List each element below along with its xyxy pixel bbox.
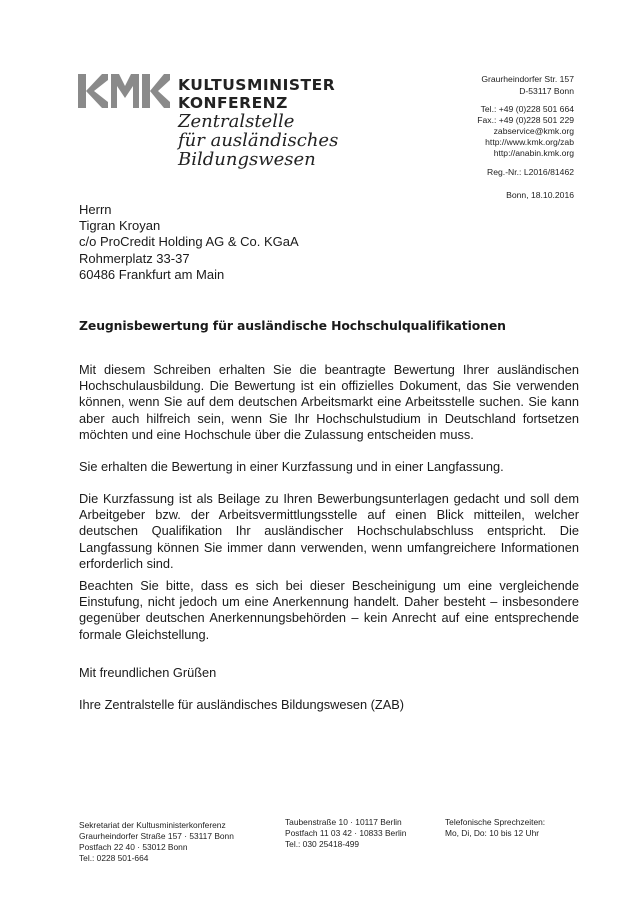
sender-tel: Tel.: +49 (0)228 501 664 bbox=[480, 104, 574, 114]
signature-line: Ihre Zentralstelle für ausländisches Bildungswesen (ZAB) bbox=[79, 697, 405, 712]
footer-line: Tel.: 030 25418-499 bbox=[285, 839, 360, 849]
footer-berlin-address bbox=[285, 817, 406, 850]
footer-bonn-address bbox=[79, 820, 234, 864]
org-name-line2: KONFERENZ bbox=[178, 94, 288, 112]
body-paragraph-2: Sie erhalten die Bewertung in einer Kurzfassung und in einer Langfassung. bbox=[79, 459, 504, 474]
footer-phone-hours bbox=[445, 817, 545, 839]
footer-line: Telefonische Sprechzeiten: bbox=[445, 817, 546, 827]
sender-street: Graurheindorfer Str. 157 bbox=[481, 74, 574, 84]
body-paragraph-3: Die Kurzfassung ist als Beilage zu Ihren Bewerbungsunterlagen gedacht und soll dem Arbeitgeber bzw. der Arbeitsvermittlungsstelle auf einen Blick mitteilen, welcher deutschen Qualifikation Ihr ausländischer Hochschulabschluss entspricht. Die Langfassung können Sie immer dann verwenden, wenn umfangreichere Informationen erforderlich sind. bbox=[79, 491, 579, 571]
footer-line: Taubenstraße 10 · 10117 Berlin bbox=[285, 817, 402, 827]
dept-name-line1: Zentralstelle bbox=[178, 111, 295, 132]
closing-greeting: Mit freundlichen Grüßen bbox=[79, 665, 217, 680]
footer-line: Postfach 11 03 42 · 10833 Berlin bbox=[285, 828, 407, 838]
recipient-city: 60486 Frankfurt am Main bbox=[79, 266, 225, 282]
body-paragraph-1: Mit diesem Schreiben erhalten Sie die beantragte Bewertung Ihrer ausländischen Hochschulausbildung. Die Bewertung ist ein offizielles Dokument, das Sie verwenden können, wenn Sie auf dem deutschen Arbeitsmarkt eine Arbeitsstelle suchen. Sie kann aber auch hilfreich sein, wenn Sie Ihr Hochschulstudium in Deutschland fortsetzen möchten und eine Hochschule über die Zulassung entscheiden muss. bbox=[79, 362, 579, 442]
sender-web-zab: http://www.kmk.org/zab bbox=[485, 137, 574, 147]
footer-line: Tel.: 0228 501-664 bbox=[79, 853, 149, 863]
sender-email: zabservice@kmk.org bbox=[493, 126, 574, 136]
recipient-company: c/o ProCredit Holding AG & Co. KGaA bbox=[79, 234, 299, 250]
dept-name-line3: Bildungswesen bbox=[178, 149, 316, 170]
recipient-name: Tigran Kroyan bbox=[79, 218, 161, 234]
recipient-street: Rohmerplatz 33-37 bbox=[79, 250, 190, 266]
footer-line: Graurheindorfer Straße 157 · 53117 Bonn bbox=[79, 831, 234, 841]
dept-name-line2: für ausländisches bbox=[178, 130, 339, 151]
body-paragraph-4: Beachten Sie bitte, dass es sich bei dieser Bescheinigung um eine vergleichende Einstufung, nicht jedoch um eine Anerkennung handelt. Daher besteht – insbesondere gegenüber deutschen Anerkennungsbehörden – kein Anrecht auf eine entsprechende formale Gleichstellung. bbox=[79, 578, 579, 642]
footer-line: Mo, Di, Do: 10 bis 12 Uhr bbox=[445, 828, 540, 838]
org-name-line1: KULTUSMINISTER bbox=[178, 76, 336, 94]
sender-web-anabin: http://anabin.kmk.org bbox=[493, 148, 574, 158]
kmk-logo-icon bbox=[78, 72, 170, 110]
sender-fax: Fax.: +49 (0)228 501 229 bbox=[477, 115, 574, 125]
recipient-salutation: Herrn bbox=[79, 202, 112, 217]
recipient-address bbox=[79, 202, 299, 283]
letter-subject: Zeugnisbewertung für ausländische Hochschulqualifikationen bbox=[79, 318, 506, 333]
sender-city: D-53117 Bonn bbox=[519, 86, 574, 96]
letter-date: Bonn, 18.10.2016 bbox=[506, 190, 574, 200]
footer-line: Postfach 22 40 · 53012 Bonn bbox=[79, 842, 188, 852]
registration-number: Reg.-Nr.: L2016/81462 bbox=[487, 167, 574, 177]
footer-line: Sekretariat der Kultusministerkonferenz bbox=[79, 820, 226, 830]
